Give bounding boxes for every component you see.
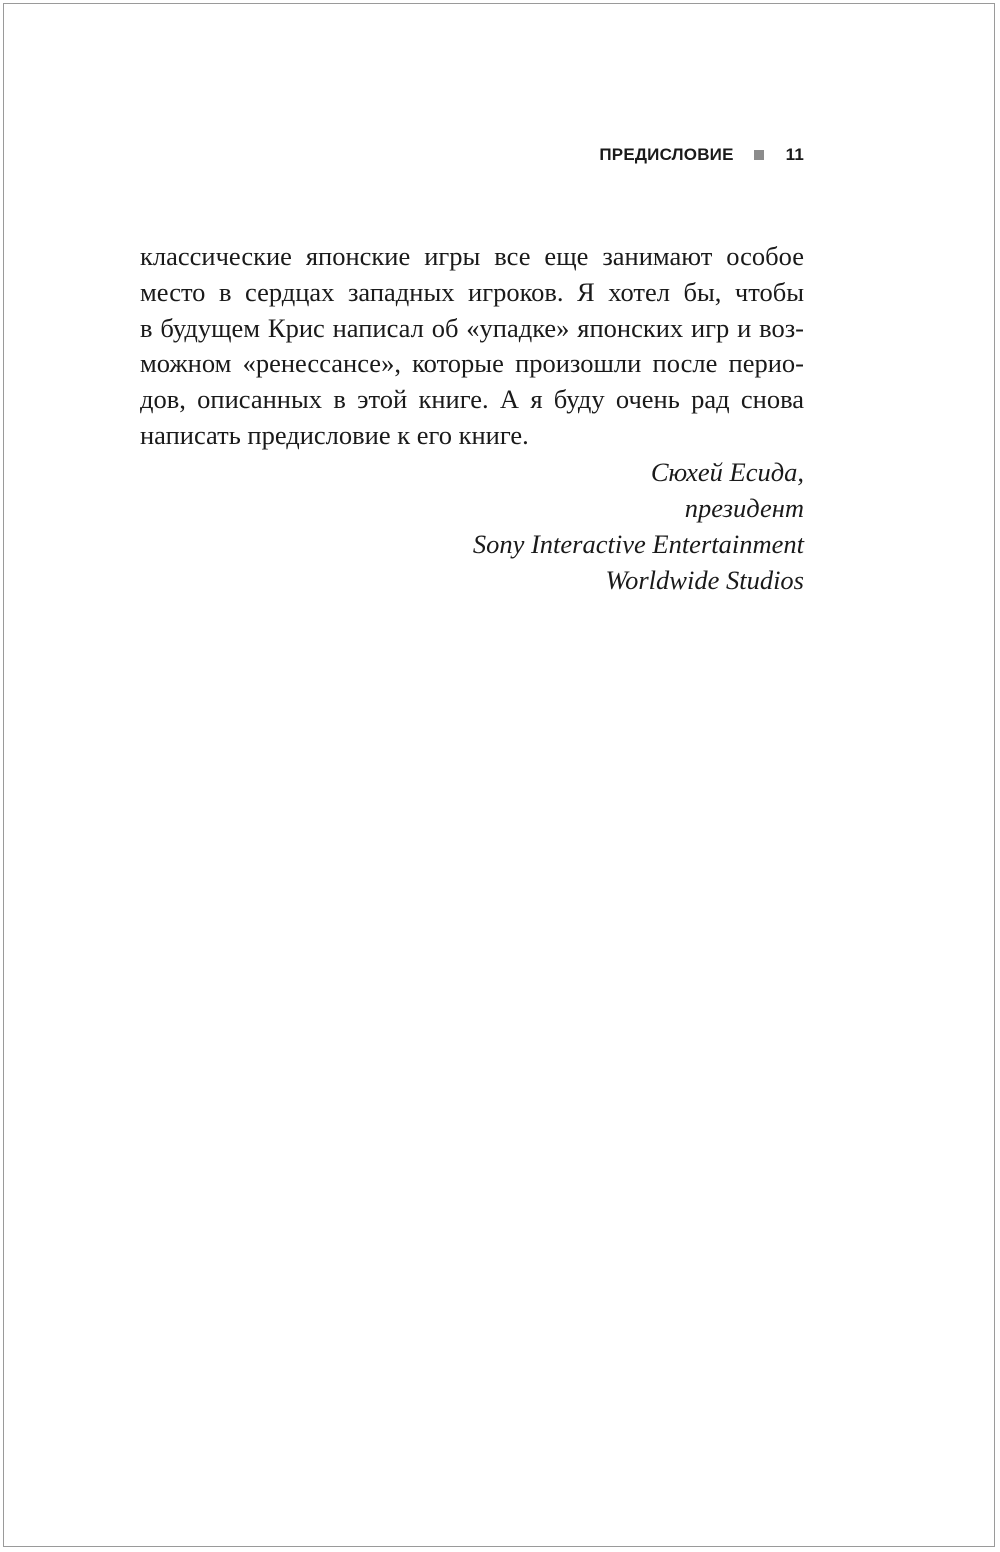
running-head [599, 144, 804, 166]
signature-company: Sony Interactive Entertainment [472, 529, 804, 559]
signature-block [473, 454, 804, 598]
section-title: ПРЕДИСЛОВИЕ [599, 145, 734, 164]
text-line: место в сердцах западных игроков. Я хотел бы, чтобы [140, 276, 804, 307]
page-border [3, 3, 995, 1547]
text-line: дов, описанных в этой книге. А я буду очень рад снова [140, 384, 804, 415]
body-paragraph [140, 239, 804, 454]
separator-square-icon [754, 150, 764, 160]
text-line: классические японские игры все еще занимают особое [140, 241, 804, 271]
text-line: можном «ренессансе», которые произошли после перио- [140, 348, 804, 379]
page-number: 11 [785, 145, 804, 164]
signature-name: Сюхей Есида, [650, 457, 804, 487]
signature-title: президент [684, 493, 804, 523]
text-line: в будущем Крис написал об «упадке» японских игр и воз- [140, 312, 804, 343]
text-line: написать предисловие к его книге. [140, 419, 529, 450]
signature-company-division: Worldwide Studios [605, 565, 804, 595]
